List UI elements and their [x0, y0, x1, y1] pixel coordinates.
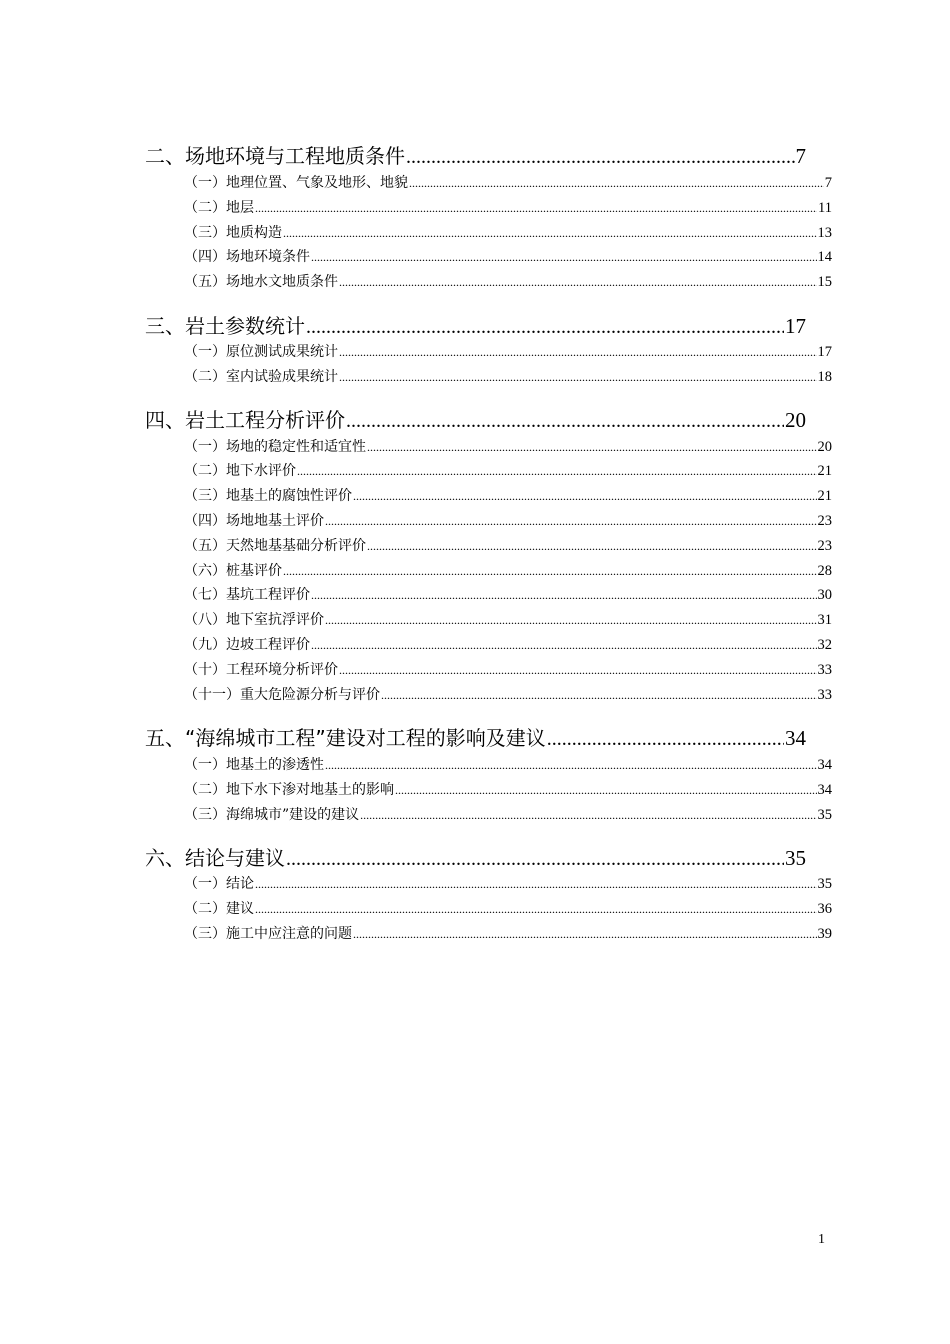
section-title: 五、“海绵城市工程”建设对工程的影响及建议 — [145, 726, 546, 750]
toc-item[interactable] — [184, 684, 832, 704]
toc-item[interactable] — [184, 271, 832, 291]
item-title: （一）场地的稳定性和适宜性 — [184, 439, 366, 455]
item-title: （三）海绵城市”建设的建议 — [184, 807, 360, 823]
item-title: （二）室内试验成果统计 — [184, 369, 338, 385]
item-page: 31 — [817, 612, 832, 628]
toc-item[interactable] — [184, 436, 832, 456]
toc-item[interactable] — [184, 609, 832, 629]
dot-leader — [367, 440, 817, 455]
dot-leader — [339, 370, 817, 385]
item-page: 20 — [817, 439, 832, 455]
item-page: 15 — [817, 274, 832, 290]
item-page: 39 — [817, 926, 832, 942]
toc-item[interactable] — [184, 873, 832, 893]
toc-item[interactable] — [184, 197, 832, 217]
item-title: （三）地基土的腐蚀性评价 — [184, 488, 352, 504]
item-page: 11 — [818, 200, 832, 216]
toc-item[interactable] — [184, 460, 832, 480]
item-page: 7 — [824, 175, 832, 191]
dot-leader — [346, 410, 784, 433]
item-page: 33 — [817, 687, 832, 703]
toc-item[interactable] — [184, 923, 832, 943]
item-page: 30 — [817, 587, 832, 603]
dot-leader — [353, 489, 817, 504]
section-page: 35 — [785, 846, 806, 870]
toc-item[interactable] — [184, 510, 832, 530]
dot-leader — [339, 275, 817, 290]
toc-item[interactable] — [184, 634, 832, 654]
toc-item[interactable] — [184, 366, 832, 386]
dot-leader — [381, 688, 817, 703]
item-title: （三）地质构造 — [184, 225, 282, 241]
item-page: 35 — [817, 807, 832, 823]
toc-item[interactable] — [184, 560, 832, 580]
dot-leader — [353, 927, 817, 942]
item-title: （二）建议 — [184, 901, 254, 917]
page-number: 1 — [818, 1232, 825, 1247]
toc-section-3[interactable] — [145, 310, 806, 339]
item-page: 23 — [817, 538, 832, 554]
item-page: 35 — [817, 876, 832, 892]
item-page: 21 — [817, 488, 832, 504]
dot-leader — [255, 201, 817, 216]
toc-item[interactable] — [184, 246, 832, 266]
dot-leader — [339, 345, 817, 360]
item-page: 33 — [817, 662, 832, 678]
item-title: （四）场地地基土评价 — [184, 513, 324, 529]
section-page: 20 — [785, 408, 806, 432]
item-page: 28 — [817, 563, 832, 579]
toc-item[interactable] — [184, 172, 832, 192]
item-page: 34 — [817, 782, 832, 798]
item-title: （一）原位测试成果统计 — [184, 344, 338, 360]
section-title: 四、岩土工程分析评价 — [145, 408, 345, 432]
item-page: 36 — [817, 901, 832, 917]
section-title: 三、岩土参数统计 — [145, 314, 305, 338]
item-title: （十一）重大危险源分析与评价 — [184, 687, 380, 703]
toc-item[interactable] — [184, 485, 832, 505]
dot-leader — [283, 226, 817, 241]
item-page: 17 — [817, 344, 832, 360]
item-title: （二）地层 — [184, 200, 254, 216]
dot-leader — [255, 902, 817, 917]
item-page: 14 — [817, 249, 832, 265]
dot-leader — [311, 588, 817, 603]
dot-leader — [297, 464, 817, 479]
dot-leader — [395, 783, 817, 798]
item-title: （一）地基土的渗透性 — [184, 757, 324, 773]
toc-section-6[interactable] — [145, 842, 806, 871]
toc-item[interactable] — [184, 804, 832, 824]
item-title: （一）结论 — [184, 876, 254, 892]
item-title: （三）施工中应注意的问题 — [184, 926, 352, 942]
dot-leader — [325, 514, 817, 529]
toc-section-2[interactable] — [145, 140, 806, 169]
dot-leader — [360, 808, 816, 823]
toc-item[interactable] — [184, 659, 832, 679]
toc-item[interactable] — [184, 779, 832, 799]
item-title: （二）地下水评价 — [184, 463, 296, 479]
dot-leader — [339, 663, 817, 678]
dot-leader — [325, 613, 817, 628]
item-page: 34 — [817, 757, 832, 773]
item-page: 21 — [817, 463, 832, 479]
item-page: 32 — [817, 637, 832, 653]
item-title: （四）场地环境条件 — [184, 249, 310, 265]
toc-item[interactable] — [184, 535, 832, 555]
dot-leader — [406, 146, 795, 169]
toc-item[interactable] — [184, 222, 832, 242]
toc-section-5[interactable] — [145, 722, 806, 751]
dot-leader — [286, 848, 784, 871]
item-title: （八）地下室抗浮评价 — [184, 612, 324, 628]
section-page: 34 — [785, 726, 806, 750]
dot-leader — [409, 176, 824, 191]
section-title: 六、结论与建议 — [145, 846, 285, 870]
item-page: 13 — [817, 225, 832, 241]
item-title: （十）工程环境分析评价 — [184, 662, 338, 678]
toc-item[interactable] — [184, 584, 832, 604]
section-title: 二、场地环境与工程地质条件 — [145, 144, 405, 168]
item-title: （九）边坡工程评价 — [184, 637, 310, 653]
item-title: （六）桩基评价 — [184, 563, 282, 579]
item-title: （五）场地水文地质条件 — [184, 274, 338, 290]
dot-leader — [306, 316, 784, 339]
toc-section-4[interactable] — [145, 404, 806, 433]
item-title: （二）地下水下渗对地基土的影响 — [184, 782, 394, 798]
dot-leader — [255, 877, 817, 892]
dot-leader — [311, 250, 817, 265]
toc-item[interactable] — [184, 341, 832, 361]
item-title: （一）地理位置、气象及地形、地貌 — [184, 175, 408, 191]
section-page: 17 — [785, 314, 806, 338]
toc-item[interactable] — [184, 754, 832, 774]
dot-leader — [325, 758, 817, 773]
section-page: 7 — [795, 144, 806, 168]
item-title: （七）基坑工程评价 — [184, 587, 310, 603]
item-title: （五）天然地基基础分析评价 — [184, 538, 366, 554]
dot-leader — [367, 539, 817, 554]
dot-leader — [283, 564, 817, 579]
dot-leader — [547, 728, 784, 751]
toc-item[interactable] — [184, 898, 832, 918]
item-page: 18 — [817, 369, 832, 385]
item-page: 23 — [817, 513, 832, 529]
dot-leader — [311, 638, 817, 653]
